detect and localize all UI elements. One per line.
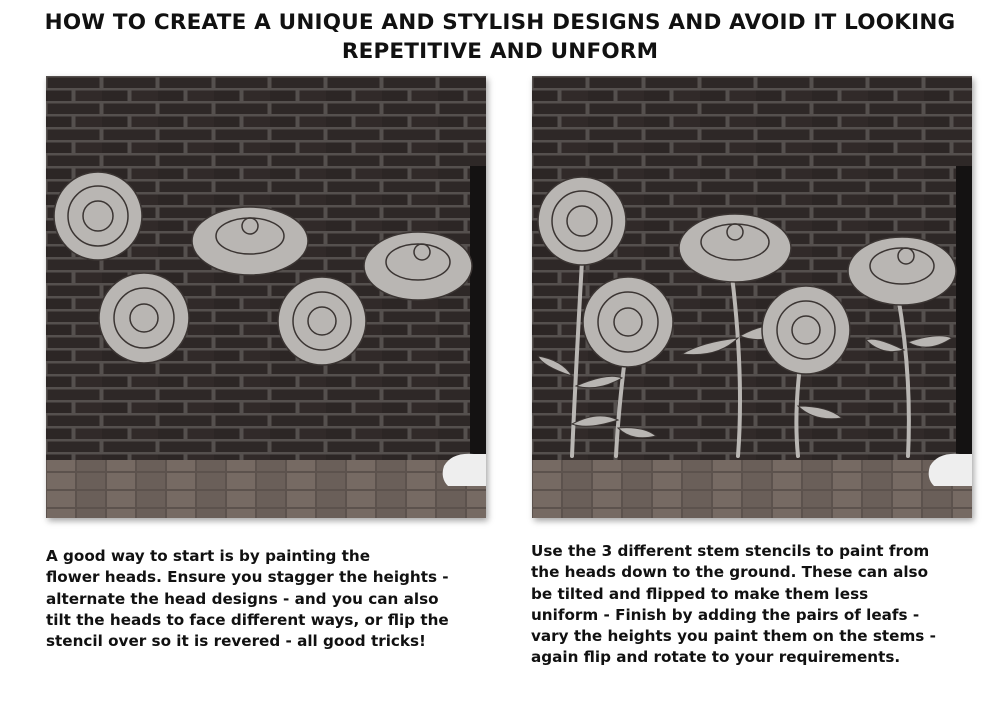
flower-head [762, 286, 850, 374]
title-line-1: HOW TO CREATE A UNIQUE AND STYLISH DESIGNS AND AVOID IT LOOKING [44, 10, 956, 35]
page-title [0, 8, 1000, 66]
flower-head [54, 172, 142, 260]
flower-head [99, 273, 189, 363]
flower-head [278, 277, 366, 365]
title-line-2: REPETITIVE AND UNFORM [341, 39, 659, 64]
person-leg [956, 166, 972, 466]
flower-head [192, 207, 308, 275]
flower-head [679, 214, 791, 282]
caption-flower-heads: A good way to start is by painting the flower heads. Ensure you stagger the heights - alternate the head designs - and you can also tilt the heads to face different ways, or flip the stencil over so it is revered - all good tricks! [46, 547, 449, 651]
photo-flowers-with-stems [532, 76, 972, 518]
photo-flower-heads [46, 76, 486, 518]
flower-head [848, 237, 956, 305]
flower-head [538, 177, 626, 265]
flower-head [583, 277, 673, 367]
pavement [46, 460, 486, 518]
caption-stems-and-leaves: Use the 3 different stem stencils to paint from the heads down to the ground. These can also be tilted and flipped to make them less uniform - Finish by adding the pairs of leafs - vary the heights you paint them on the stems - again flip and rotate to your requirements. [531, 542, 936, 667]
pavement [532, 460, 972, 518]
flower-head [364, 232, 472, 300]
person-leg [470, 166, 486, 466]
